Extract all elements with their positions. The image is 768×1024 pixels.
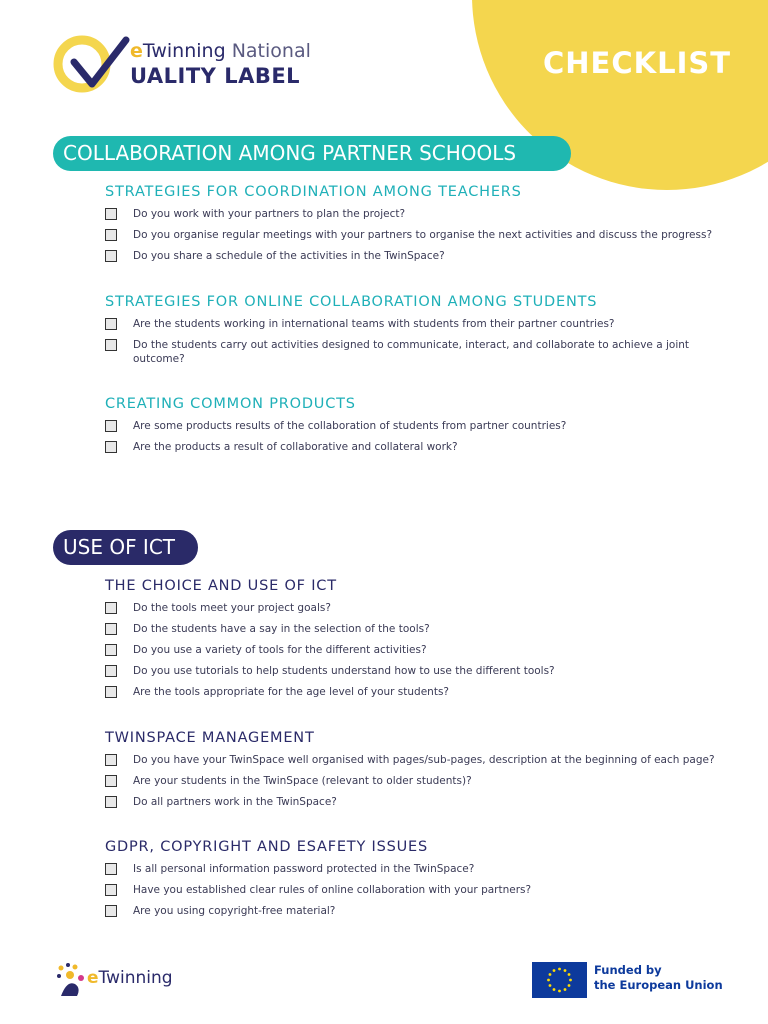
checklist-title: CHECKLIST xyxy=(543,46,732,80)
checkbox-icon[interactable] xyxy=(105,884,117,896)
logo-title: eTwinning National xyxy=(130,40,311,62)
group-gdpr xyxy=(105,839,723,918)
checklist-item[interactable]: Do you have your TwinSpace well organised with pages/sub-pages, description at the beginning of each page? xyxy=(105,753,723,767)
eu-funding-text xyxy=(594,963,723,993)
checklist-item[interactable]: Do the students have a say in the selection of the tools? xyxy=(105,622,723,636)
checkbox-icon[interactable] xyxy=(105,420,117,432)
eu-line1: Funded by xyxy=(594,963,662,977)
checkbox-icon[interactable] xyxy=(105,441,117,453)
eu-star xyxy=(558,990,561,993)
checklist-item[interactable]: Do you organise regular meetings with your partners to organise the next activities and discuss the progress? xyxy=(105,228,723,242)
checkbox-icon[interactable] xyxy=(105,602,117,614)
group-heading: CREATING COMMON PRODUCTS xyxy=(105,396,356,412)
group-heading: GDPR, COPYRIGHT AND ESAFETY ISSUES xyxy=(105,839,428,855)
quality-label-logo xyxy=(52,34,322,94)
group-heading: TWINSPACE MANAGEMENT xyxy=(105,730,315,746)
checklist-item[interactable]: Do you use tutorials to help students understand how to use the different tools? xyxy=(105,664,723,678)
eu-star xyxy=(564,969,567,972)
group-twinspace xyxy=(105,730,723,809)
checkbox-icon[interactable] xyxy=(105,208,117,220)
eu-line2: the European Union xyxy=(594,978,723,992)
eu-star xyxy=(549,973,552,976)
group-heading: THE CHOICE AND USE OF ICT xyxy=(105,578,337,594)
checklist-item[interactable]: Are you using copyright-free material? xyxy=(105,904,723,918)
checklist-item[interactable]: Are the students working in international teams with students from their partner countries? xyxy=(105,317,723,331)
checklist-item[interactable]: Do you use a variety of tools for the different activities? xyxy=(105,643,723,657)
eu-star xyxy=(558,968,561,971)
checkbox-icon[interactable] xyxy=(105,665,117,677)
checklist-item[interactable]: Are the products a result of collaborative and collateral work? xyxy=(105,440,723,454)
eu-star xyxy=(553,988,556,991)
checkbox-icon[interactable] xyxy=(105,318,117,330)
eu-star xyxy=(569,979,572,982)
group-heading: STRATEGIES FOR COORDINATION AMONG TEACHERS xyxy=(105,184,522,200)
checkbox-icon[interactable] xyxy=(105,229,117,241)
section-title-ict: USE OF ICT xyxy=(53,530,198,565)
checklist-item[interactable]: Are the tools appropriate for the age level of your students? xyxy=(105,685,723,699)
section-title-collaboration: COLLABORATION AMONG PARTNER SCHOOLS xyxy=(53,136,571,171)
checkbox-icon[interactable] xyxy=(105,250,117,262)
checklist-item[interactable]: Do all partners work in the TwinSpace? xyxy=(105,795,723,809)
quality-label-logo-icon xyxy=(52,34,132,94)
checkbox-icon[interactable] xyxy=(105,754,117,766)
etwinning-logo xyxy=(55,962,195,1000)
etwinning-text: eTwinning xyxy=(87,968,173,988)
group-coordination xyxy=(105,184,723,263)
checklist-item[interactable]: Do you share a schedule of the activities in the TwinSpace? xyxy=(105,249,723,263)
eu-star xyxy=(553,969,556,972)
checklist-item[interactable]: Do the students carry out activities designed to communicate, interact, and collaborate to achieve a joint outcome? xyxy=(105,338,723,366)
logo-subtitle: UALITY LABEL xyxy=(130,64,301,88)
checklist-item[interactable]: Have you established clear rules of online collaboration with your partners? xyxy=(105,883,723,897)
checklist-item[interactable]: Are some products results of the collaboration of students from partner countries? xyxy=(105,419,723,433)
checkbox-icon[interactable] xyxy=(105,623,117,635)
group-choice-ict xyxy=(105,578,723,699)
eu-star xyxy=(568,973,571,976)
checkbox-icon[interactable] xyxy=(105,863,117,875)
checkbox-icon[interactable] xyxy=(105,796,117,808)
checkbox-icon[interactable] xyxy=(105,339,117,351)
eu-flag-icon xyxy=(532,962,587,998)
checklist-item[interactable]: Is all personal information password protected in the TwinSpace? xyxy=(105,862,723,876)
checkbox-icon[interactable] xyxy=(105,905,117,917)
eu-star xyxy=(549,984,552,987)
eu-star xyxy=(564,988,567,991)
checkbox-icon[interactable] xyxy=(105,775,117,787)
etwinning-stars-icon xyxy=(55,962,89,1000)
checklist-item[interactable]: Do you work with your partners to plan the project? xyxy=(105,207,723,221)
eu-star xyxy=(568,984,571,987)
checkbox-icon[interactable] xyxy=(105,644,117,656)
group-common-products xyxy=(105,396,723,454)
eu-star xyxy=(547,979,550,982)
checkbox-icon[interactable] xyxy=(105,686,117,698)
group-online-collaboration xyxy=(105,294,723,366)
checklist-item[interactable]: Do the tools meet your project goals? xyxy=(105,601,723,615)
checklist-item[interactable]: Are your students in the TwinSpace (relevant to older students)? xyxy=(105,774,723,788)
group-heading: STRATEGIES FOR ONLINE COLLABORATION AMONG STUDENTS xyxy=(105,294,598,310)
